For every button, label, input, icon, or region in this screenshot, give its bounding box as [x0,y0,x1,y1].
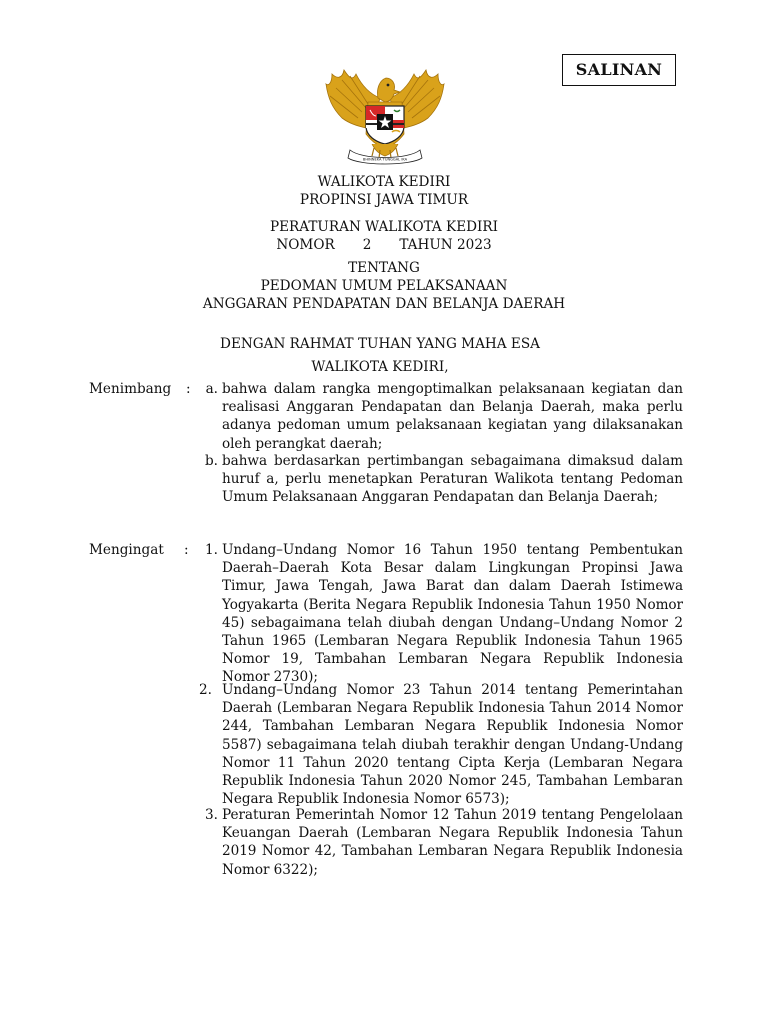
menimbang-marker-a: a. [205,381,218,397]
mengingat-item-2: Undang–Undang Nomor 23 Tahun 2014 tentang Pemerintahan Daerah (Lembaran Negara Republik Indonesia Tahun 2014 Nomor 244, Tambahan Lembaran Negara Republik Indonesia Nomor 5587) sebagaimana telah diubah terakhir dengan Undang-Undang Nomor 11 Tahun 2020 tentang Cipta Kerja (Lembaran Negara Republik Indonesia Tahun 2020 Nomor 245, Tambahan Lembaran Negara Republik Indonesia Nomor 6573); [222,682,683,808]
issuer-line: WALIKOTA KEDIRI, [311,359,449,375]
tahun-label: TAHUN 2023 [399,237,492,253]
garuda-pancasila-emblem [322,68,448,166]
nomor-label: NOMOR [276,237,335,253]
svg-text:BHINNEKA TUNGGAL IKA: BHINNEKA TUNGGAL IKA [362,157,408,162]
menimbang-item-b: bahwa berdasarkan pertimbangan sebagaimana dimaksud dalam huruf a, perlu menetapkan Peraturan Walikota tentang Pedoman Umum Pelaksanaan Anggaran Pendapatan dan Belanja Daerah; [222,453,683,506]
menimbang-item-a: bahwa dalam rangka mengoptimalkan pelaksanaan kegiatan dan realisasi Anggaran Pendapatan dan Belanja Daerah, maka perlu adanya pedoman umum pelaksanaan kegiatan yang dilaksanakan oleh perangkat daerah; [222,381,683,452]
nomor-value: 2 [362,237,372,253]
menimbang-label: Menimbang [89,381,172,397]
header-line-walikota: WALIKOTA KEDIRI [317,174,451,190]
subject-line-2: ANGGARAN PENDAPATAN DAN BELANJA DAERAH [202,296,566,312]
mengingat-item-1: Undang–Undang Nomor 16 Tahun 1950 tentang Pembentukan Daerah–Daerah Kota Besar dalam Lingkungan Propinsi Jawa Timur, Jawa Tengah, Jawa Barat dan dalam Daerah Istimewa Yogyakarta (Berita Negara Republik Indonesia Tahun 1950 Nomor 45) sebagaimana telah diubah dengan Undang–Undang Nomor 2 Tahun 1965 (Lembaran Negara Republik Indonesia Tahun 1965 Nomor 19, Tambahan Lembaran Negara Republik Indonesia Nomor 2730); [222,542,683,686]
regulation-number-line [0,236,768,254]
mengingat-colon: : [184,542,189,558]
tentang-heading: TENTANG [348,260,420,276]
mengingat-marker-2: 2. [199,682,212,698]
blessing-line: DENGAN RAHMAT TUHAN YANG MAHA ESA [220,336,540,352]
salinan-stamp: SALINAN [562,54,676,86]
regulation-title: PERATURAN WALIKOTA KEDIRI [269,219,499,235]
mengingat-marker-3: 3. [205,807,218,823]
mengingat-label: Mengingat [89,542,164,558]
mengingat-marker-1: 1. [205,542,218,558]
header-line-propinsi: PROPINSI JAWA TIMUR [299,192,469,208]
mengingat-item-3: Peraturan Pemerintah Nomor 12 Tahun 2019 tentang Pengelolaan Keuangan Daerah (Lembaran Negara Republik Indonesia Tahun 2019 Nomor 42, Tambahan Lembaran Negara Republik Indonesia Nomor 6322); [222,807,683,878]
menimbang-colon: : [186,381,191,397]
menimbang-marker-b: b. [204,453,218,469]
subject-line-1: PEDOMAN UMUM PELAKSANAAN [260,278,508,294]
